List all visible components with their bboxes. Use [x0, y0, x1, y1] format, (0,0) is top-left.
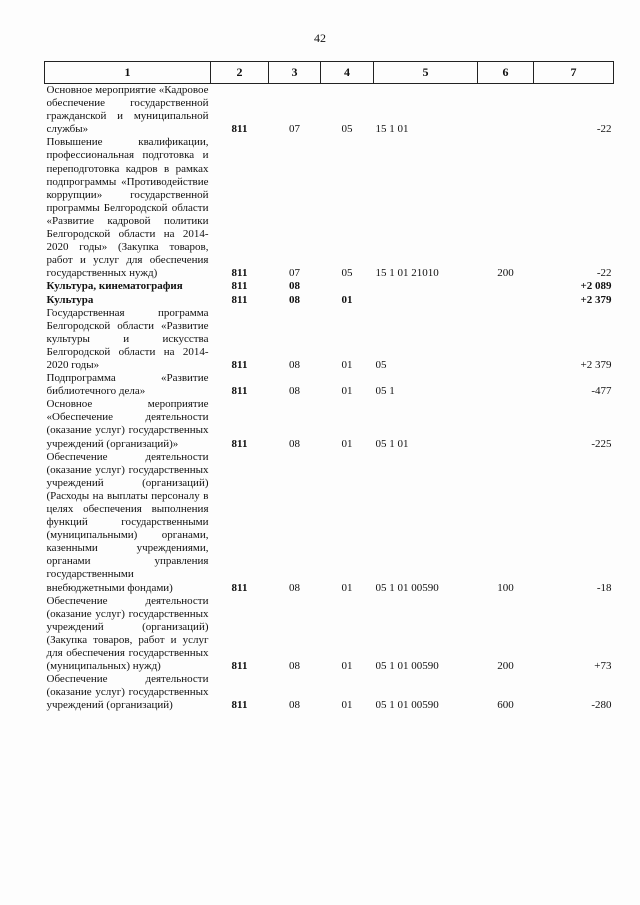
row-name: Основное мероприятие «Обеспечение деятельности (оказание услуг) государственных учреждений (организаций)»: [46, 398, 209, 450]
column-header-6: 6: [478, 62, 534, 84]
row-amount: -280: [591, 699, 612, 712]
row-amount: +2 379: [580, 358, 612, 371]
row-code-expense-type: [478, 280, 534, 293]
row-amount: -225: [591, 437, 612, 450]
row-code-target: 05: [375, 358, 387, 371]
table-row: [45, 84, 614, 137]
row-code-target: [374, 280, 478, 293]
row-amount: +2 379: [580, 293, 612, 306]
row-code-expense-type: 200: [497, 267, 514, 280]
row-code-section: 08: [289, 385, 300, 398]
row-code-expense-type: [478, 294, 534, 307]
row-code-target: 05 1: [375, 385, 395, 398]
row-code-ministry: 811: [231, 358, 248, 371]
row-code-ministry: 811: [231, 437, 248, 450]
row-code-subsection: 01: [341, 581, 353, 594]
row-code-target: 05 1 01: [375, 437, 409, 450]
row-code-ministry: 811: [231, 660, 248, 673]
row-code-subsection: 01: [341, 358, 353, 371]
row-code-subsection: 01: [341, 437, 353, 450]
row-amount: +73: [594, 660, 612, 673]
row-code-section: 08: [289, 699, 300, 712]
row-name: Подпрограмма «Развитие библиотечного дела»: [46, 372, 209, 398]
row-code-subsection: 01: [341, 699, 353, 712]
row-code-expense-type: 600: [497, 699, 514, 712]
row-code-target: 05 1 01 00590: [375, 581, 439, 594]
row-code-expense-type: [478, 307, 534, 372]
table-row: [45, 372, 614, 398]
page-number: 42: [314, 31, 326, 45]
row-code-expense-type: 100: [497, 581, 514, 594]
row-code-expense-type: [478, 398, 534, 450]
table-row: [45, 673, 614, 712]
row-code-expense-type: [478, 372, 534, 398]
column-header-7: 7: [534, 62, 614, 84]
table-row: [45, 294, 614, 307]
row-name: Государственная программа Белгородской области «Развитие культуры и искусства Белгородской области на 2014-2020 годы»: [46, 306, 209, 371]
row-code-section: 08: [289, 437, 300, 450]
row-name: Обеспечение деятельности (оказание услуг) государственных учреждений (организаций) (Закупка товаров, работ и услуг для обеспечения государственных (муниципальных) нужд): [46, 594, 209, 673]
row-code-ministry: 811: [231, 123, 248, 136]
table-header-row: [45, 62, 614, 84]
row-code-expense-type: 200: [497, 660, 514, 673]
table-row: [45, 595, 614, 674]
row-code-ministry: 811: [231, 280, 248, 293]
row-amount: -22: [596, 123, 612, 136]
row-code-expense-type: [478, 84, 534, 137]
row-name: Обеспечение деятельности (оказание услуг) государственных учреждений (организаций) (Расходы на выплаты персоналу в целях обеспечения выполнения функций государственными (муниципальными) органами, казенными учреждениями, органами управления государственными внебюджетными фондами): [46, 450, 209, 594]
row-code-subsection: 01: [341, 385, 353, 398]
row-code-section: 08: [289, 358, 300, 371]
column-header-1: 1: [45, 62, 211, 84]
row-code-subsection: 05: [341, 267, 353, 280]
row-code-ministry: 811: [231, 293, 248, 306]
row-name: Культура: [46, 293, 94, 306]
row-code-subsection: [321, 280, 374, 293]
table-row: [45, 280, 614, 293]
row-code-ministry: 811: [231, 267, 248, 280]
row-code-section: 07: [289, 123, 300, 136]
row-name: Культура, кинематография: [46, 280, 183, 293]
table-row: [45, 307, 614, 372]
row-code-section: 08: [289, 581, 300, 594]
row-code-section: 08: [289, 280, 300, 293]
row-amount: -22: [596, 267, 612, 280]
row-amount: +2 089: [580, 280, 612, 293]
row-code-ministry: 811: [231, 699, 248, 712]
row-code-target: 15 1 01 21010: [375, 267, 439, 280]
row-amount: -18: [596, 581, 612, 594]
row-code-subsection: 01: [341, 293, 353, 306]
column-header-2: 2: [211, 62, 269, 84]
row-code-target: 15 1 01: [375, 123, 409, 136]
row-name: Основное мероприятие «Кадровое обеспечение государственной гражданской и муниципальной службы»: [46, 84, 209, 136]
row-code-subsection: 01: [341, 660, 353, 673]
row-code-target: [374, 294, 478, 307]
table-row: [45, 398, 614, 450]
table-row: [45, 451, 614, 595]
row-code-section: 08: [289, 293, 300, 306]
row-code-section: 08: [289, 660, 300, 673]
column-header-4: 4: [321, 62, 374, 84]
column-header-3: 3: [269, 62, 321, 84]
row-code-target: 05 1 01 00590: [375, 660, 439, 673]
row-code-ministry: 811: [231, 581, 248, 594]
budget-table: [44, 61, 614, 713]
row-amount: -477: [591, 385, 612, 398]
row-code-target: 05 1 01 00590: [375, 699, 439, 712]
column-header-5: 5: [374, 62, 478, 84]
row-name: Повышение квалификации, профессиональная подготовка и переподготовка кадров в рамках подпрограммы «Противодействие коррупции» государственной программы Белгородской области «Развитие кадровой политики Белгородской области на 2014-2020 годы» (Закупка товаров, работ и услуг для обеспечения государственных нужд): [46, 136, 209, 280]
table-row: [45, 136, 614, 280]
row-name: Обеспечение деятельности (оказание услуг) государственных учреждений (организаций): [46, 673, 209, 712]
row-code-ministry: 811: [231, 385, 248, 398]
row-code-section: 07: [289, 267, 300, 280]
row-code-subsection: 05: [341, 123, 353, 136]
